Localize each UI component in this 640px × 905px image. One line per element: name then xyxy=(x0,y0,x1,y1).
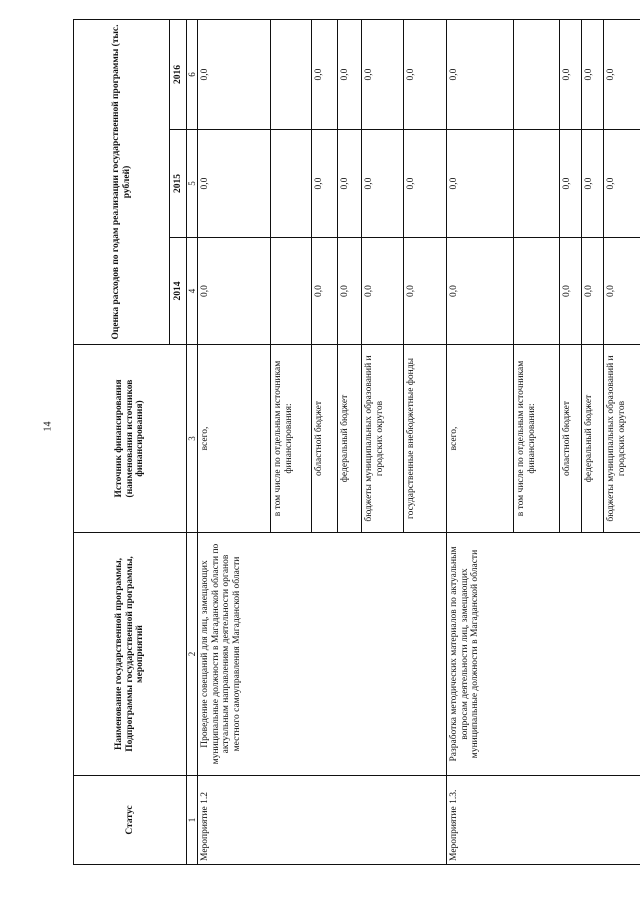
value-cell: 0,0 xyxy=(362,238,404,345)
value-cell: 0,0 xyxy=(447,20,514,130)
value-cell: 0,0 xyxy=(198,130,271,238)
value-cell: 0,0 xyxy=(560,130,582,238)
value-cell xyxy=(271,20,312,130)
table-body xyxy=(198,20,640,865)
page-number: 14 xyxy=(42,421,54,432)
value-cell: 0,0 xyxy=(338,20,362,130)
value-cell xyxy=(271,130,312,238)
value-cell: 0,0 xyxy=(362,20,404,130)
funding-source-cell: федеральный бюджет xyxy=(582,345,604,533)
value-cell: 0,0 xyxy=(338,238,362,345)
value-cell xyxy=(514,130,560,238)
funding-source-cell: государственные внебюджетные фонды xyxy=(404,345,447,533)
funding-source-cell: бюджеты муниципальных образований и городских округов xyxy=(362,345,404,533)
funding-source-cell: федеральный бюджет xyxy=(338,345,362,533)
header-estimate: Оценка расходов по годам реализации государственной программы (тыс. рублей) xyxy=(74,20,170,345)
value-cell: 0,0 xyxy=(604,130,640,238)
value-cell: 0,0 xyxy=(447,130,514,238)
value-cell: 0,0 xyxy=(404,238,447,345)
value-cell: 0,0 xyxy=(312,130,338,238)
year-2015: 2015 xyxy=(170,130,187,238)
header-name: Наименование государственной программы, Подпрограммы государственной программы, мероприятий xyxy=(74,533,187,776)
value-cell: 0,0 xyxy=(198,238,271,345)
funding-source-cell: бюджеты муниципальных образований и городских округов xyxy=(604,345,640,533)
value-cell: 0,0 xyxy=(312,238,338,345)
col-number: 6 xyxy=(187,20,198,130)
header-status: Статус xyxy=(74,776,187,865)
year-2016: 2016 xyxy=(170,20,187,130)
funding-source-cell: в том числе по отдельным источникам финансирования: xyxy=(271,345,312,533)
value-cell xyxy=(514,238,560,345)
funding-source-cell: областной бюджет xyxy=(312,345,338,533)
value-cell: 0,0 xyxy=(604,20,640,130)
value-cell xyxy=(514,20,560,130)
activity-name-cell: Разработка методических материалов по актуальным вопросам деятельности лиц, замещающих муниципальные должности в Магаданской области xyxy=(447,533,640,776)
value-cell: 0,0 xyxy=(604,238,640,345)
value-cell: 0,0 xyxy=(560,20,582,130)
value-cell xyxy=(271,238,312,345)
funding-source-cell: всего, xyxy=(447,345,514,533)
col-number: 3 xyxy=(187,345,198,533)
value-cell: 0,0 xyxy=(560,238,582,345)
value-cell: 0,0 xyxy=(582,130,604,238)
col-number: 5 xyxy=(187,130,198,238)
header-source: Источник финансирования (наименования источников финансирования) xyxy=(74,345,187,533)
value-cell: 0,0 xyxy=(198,20,271,130)
funding-source-cell: областной бюджет xyxy=(560,345,582,533)
value-cell: 0,0 xyxy=(312,20,338,130)
value-cell: 0,0 xyxy=(404,130,447,238)
table-row xyxy=(198,20,271,865)
funding-source-cell: в том числе по отдельным источникам финансирования: xyxy=(514,345,560,533)
value-cell: 0,0 xyxy=(447,238,514,345)
year-2014: 2014 xyxy=(170,238,187,345)
funding-source-cell: всего, xyxy=(198,345,271,533)
col-number: 2 xyxy=(187,533,198,776)
value-cell: 0,0 xyxy=(404,20,447,130)
value-cell: 0,0 xyxy=(582,238,604,345)
value-cell: 0,0 xyxy=(338,130,362,238)
status-cell: Мероприятие 1.3. xyxy=(447,776,640,865)
col-number: 4 xyxy=(187,238,198,345)
value-cell: 0,0 xyxy=(362,130,404,238)
activity-name-cell: Проведение совещаний для лиц, замещающих муниципальные должности в Магаданской области по актуальным направлениям деятельности органов местного самоуправления Магаданской области xyxy=(198,533,447,776)
col-number: 1 xyxy=(187,776,198,865)
table-row xyxy=(447,20,514,865)
value-cell: 0,0 xyxy=(582,20,604,130)
budget-table xyxy=(73,19,640,865)
status-cell: Мероприятие 1.2 xyxy=(198,776,447,865)
